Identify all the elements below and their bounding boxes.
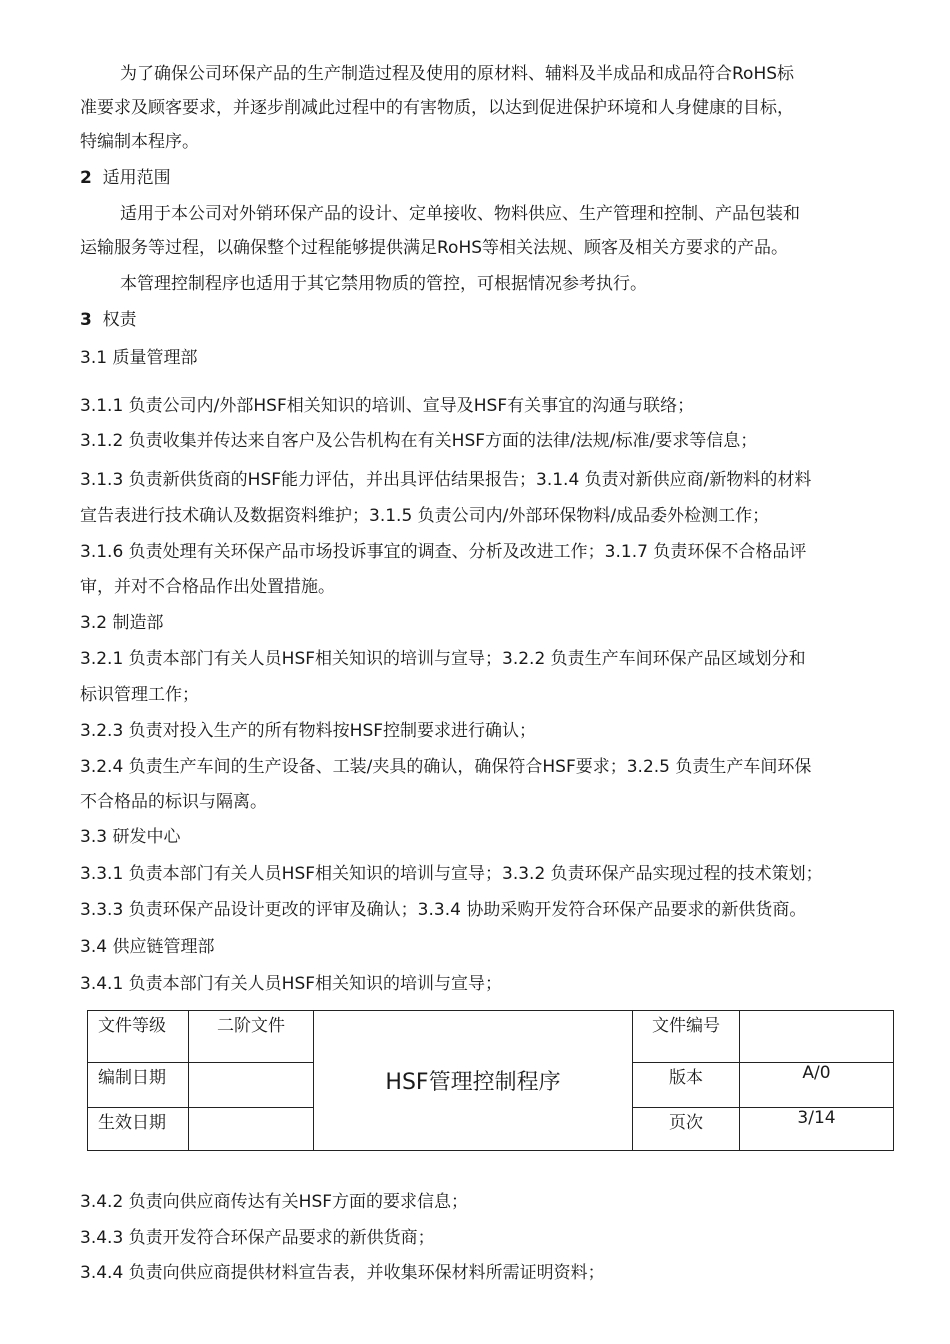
level-label: 文件等级 — [88, 1011, 189, 1063]
item-3-3-3: 3.3.3 负责环保产品设计更改的评审及确认；3.3.4 协助采购开发符合环保产品要求的新供货商。 — [80, 900, 807, 920]
compile-date-label: 编制日期 — [88, 1063, 189, 1108]
effective-date-label: 生效日期 — [88, 1108, 189, 1151]
doc-no-label: 文件编号 — [633, 1011, 740, 1063]
section-2-heading — [80, 162, 900, 195]
item-3-2-4-line-1: 3.2.4 负责生产车间的生产设备、工装/夹具的确认，确保符合HSF要求；3.2.5 负责生产车间环保 — [80, 757, 812, 777]
item-3-1-6-line-2: 审，并对不合格品作出处置措施。 — [80, 577, 335, 597]
page-label: 页次 — [633, 1108, 740, 1151]
section-3-title: 权责 — [102, 310, 137, 330]
item-3-2-3: 3.2.3 负责对投入生产的所有物料按HSF控制要求进行确认； — [80, 721, 537, 741]
page-value: 3/14 — [740, 1108, 894, 1151]
subsection-3-2: 3.2 制造部 — [80, 613, 164, 633]
document-title: HSF管理控制程序 — [314, 1011, 633, 1151]
scope-line-1: 适用于本公司对外销环保产品的设计、定单接收、物料供应、生产管理和控制、产品包装和 — [120, 204, 800, 224]
item-3-2-1-line-1: 3.2.1 负责本部门有关人员HSF相关知识的培训与宣导；3.2.2 负责生产车间环保产品区域划分和 — [80, 649, 806, 669]
compile-date-value — [189, 1063, 314, 1108]
subsection-3-1: 3.1 质量管理部 — [80, 348, 198, 368]
subsection-3-3: 3.3 研发中心 — [80, 827, 181, 847]
document-info-table — [87, 1010, 894, 1151]
item-3-2-4-line-2: 不合格品的标识与隔离。 — [80, 792, 267, 812]
section-3-heading — [80, 304, 900, 337]
version-label: 版本 — [633, 1063, 740, 1108]
item-3-1-2: 3.1.2 负责收集并传达来自客户及公告机构在有关HSF方面的法律/法规/标准/要求等信息； — [80, 431, 758, 451]
intro-line-1: 为了确保公司环保产品的生产制造过程及使用的原材料、辅料及半成品和成品符合RoHS标 — [120, 64, 795, 84]
item-3-4-2: 3.4.2 负责向供应商传达有关HSF方面的要求信息； — [80, 1192, 469, 1212]
section-3-number: 3 — [80, 310, 92, 330]
effective-date-value — [189, 1108, 314, 1151]
intro-line-2: 准要求及顾客要求，并逐步削减此过程中的有害物质，以达到促进保护环境和人身健康的目标， — [80, 98, 794, 118]
item-3-1-1: 3.1.1 负责公司内/外部HSF相关知识的培训、宣导及HSF有关事宜的沟通与联络； — [80, 396, 695, 416]
item-3-1-3-line-2: 宣告表进行技术确认及数据资料维护；3.1.5 负责公司内/外部环保物料/成品委外检测工作； — [80, 506, 770, 526]
item-3-4-3: 3.4.3 负责开发符合环保产品要求的新供货商； — [80, 1228, 435, 1248]
version-value: A/0 — [740, 1063, 894, 1108]
level-value: 二阶文件 — [189, 1011, 314, 1063]
item-3-4-1: 3.4.1 负责本部门有关人员HSF相关知识的培训与宣导； — [80, 974, 503, 994]
item-3-1-6-line-1: 3.1.6 负责处理有关环保产品市场投诉事宜的调查、分析及改进工作；3.1.7 负责环保不合格品评 — [80, 542, 807, 562]
subsection-3-4: 3.4 供应链管理部 — [80, 937, 215, 957]
section-2-title: 适用范围 — [102, 168, 171, 188]
scope-line-3: 本管理控制程序也适用于其它禁用物质的管控，可根据情况参考执行。 — [120, 274, 647, 294]
doc-no-value — [740, 1011, 894, 1063]
item-3-2-1-line-2: 标识管理工作； — [80, 685, 199, 705]
intro-line-3: 特编制本程序。 — [80, 132, 199, 152]
section-2-number: 2 — [80, 168, 92, 188]
item-3-3-1: 3.3.1 负责本部门有关人员HSF相关知识的培训与宣导；3.3.2 负责环保产品实现过程的技术策划； — [80, 864, 823, 884]
scope-line-2: 运输服务等过程，以确保整个过程能够提供满足RoHS等相关法规、顾客及相关方要求的产品。 — [80, 238, 789, 258]
item-3-4-4: 3.4.4 负责向供应商提供材料宣告表，并收集环保材料所需证明资料； — [80, 1263, 605, 1283]
item-3-1-3-line-1: 3.1.3 负责新供货商的HSF能力评估，并出具评估结果报告；3.1.4 负责对新供应商/新物料的材料 — [80, 470, 812, 490]
